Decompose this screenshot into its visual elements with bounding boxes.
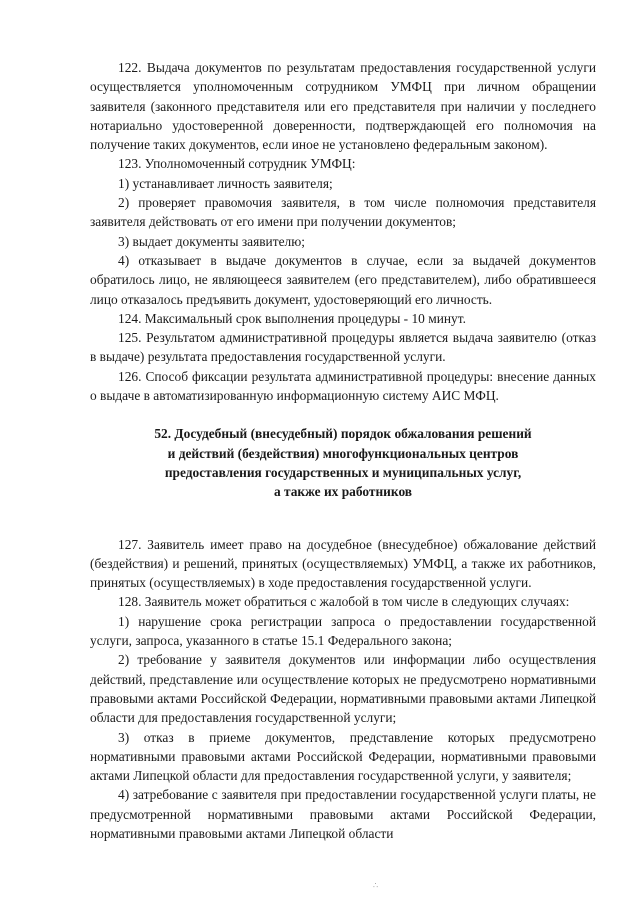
list-item-123-2: 2) проверяет правомочия заявителя, в том числе полномочия представителя заявителя действовать от его имени при получении документов; bbox=[90, 195, 596, 230]
heading-line: 52. Досудебный (внесудебный) порядок обжалования решений bbox=[154, 426, 532, 442]
paragraph-126: 126. Способ фиксации результата административной процедуры: внесение данных о выдаче в автоматизированную информационную систему АИС МФЦ. bbox=[90, 368, 596, 404]
paragraph-122: 122. Выдача документов по результатам предоставления государственной услуги осуществляется уполномоченным сотрудником УМФЦ при личном обращении заявителя (законного представителя или его представителя при наличии у последнего нотариально удостоверенной доверенности, подтверждающей его полномочия на получение таких документов, если иное не установлено федеральным законом). bbox=[90, 60, 596, 153]
list-item-128-4: 4) затребование с заявителя при предоставлении государственной услуги платы, не предусмотренной нормативными правовыми актами Российской Федерации, нормативными правовыми актами Липецкой области bbox=[90, 787, 596, 841]
section-heading-52 bbox=[90, 424, 596, 501]
list-item-128-2: 2) требование у заявителя документов или информации либо осуществления действий, представление или осуществление которых не предусмотрено нормативными правовыми актами Российской Федерации, нормативными правовыми актами Липецкой области для предоставления государственной услуги; bbox=[90, 652, 596, 726]
heading-line: а также их работников bbox=[273, 484, 413, 500]
paragraph-127: 127. Заявитель имеет право на досудебное (внесудебное) обжалование действий (бездействия) и решений, принятых (осуществляемых) УМФЦ, а также их работников, принятых (осуществляемых) в ходе предоставления государственной услуги. bbox=[90, 536, 596, 591]
heading-line: и действий (бездействия) многофункциональных центров bbox=[167, 445, 519, 461]
paragraph-123: 123. Уполномоченный сотрудник УМФЦ: bbox=[118, 156, 356, 172]
list-item-128-1: 1) нарушение срока регистрации запроса о предоставлении государственной услуги, запроса, указанного в статье 15.1 Федерального закона; bbox=[90, 613, 596, 649]
document-page bbox=[90, 58, 596, 843]
list-item-123-3: 3) выдает документы заявителю; bbox=[118, 233, 305, 249]
paragraph-128: 128. Заявитель может обратиться с жалобой в том числе в следующих случаях: bbox=[118, 594, 570, 610]
paragraph-124: 124. Максимальный срок выполнения процедуры - 10 минут. bbox=[118, 310, 466, 326]
list-item-123-4: 4) отказывает в выдаче документов в случае, если за выдачей документов обратилось лицо, не являющееся заявителем (его представителем), либо обратившееся лицо отказалось предъявить документ, удостоверяющий его личность. bbox=[90, 252, 596, 307]
heading-line: предоставления государственных и муниципальных услуг, bbox=[164, 464, 522, 480]
scan-artifact-mark: ∴ bbox=[373, 881, 379, 890]
paragraph-125: 125. Результатом административной процедуры является выдача заявителю (отказ в выдаче) результата предоставления государственной услуги. bbox=[90, 330, 596, 365]
list-item-123-1: 1) устанавливает личность заявителя; bbox=[118, 175, 333, 191]
list-item-128-3: 3) отказ в приеме документов, представление которых предусмотрено нормативными правовыми актами Российской Федерации, нормативными правовыми актами Липецкой области для предоставления государственной услуги, у заявителя; bbox=[90, 729, 596, 784]
